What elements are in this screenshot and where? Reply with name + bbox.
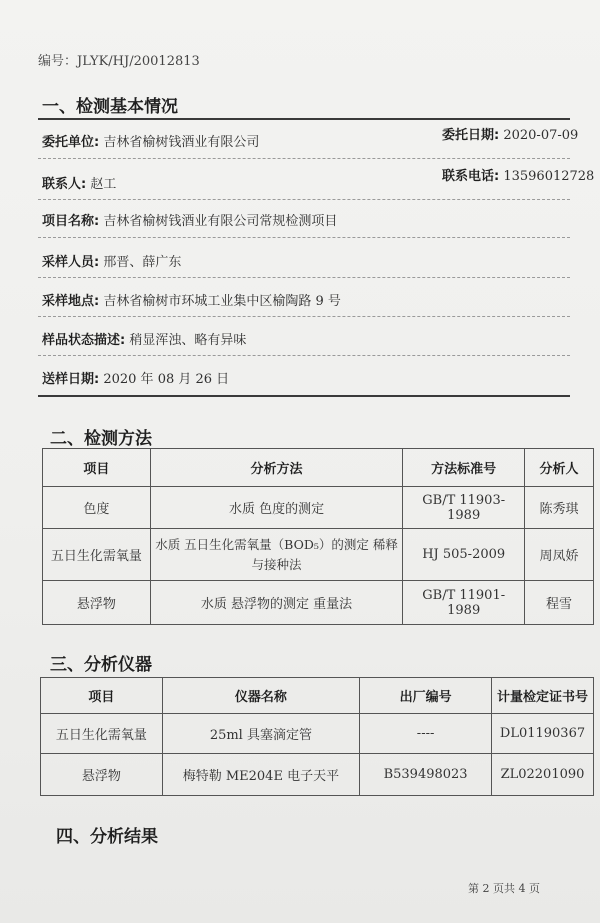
cell-item: 五日生化需氧量 [43,529,151,581]
table-row [43,529,594,581]
cell-certificate: DL01190367 [492,714,594,754]
client-label: 委托单位: [42,135,100,150]
cell-serial: B539498023 [360,754,492,796]
table-row [43,487,594,529]
row-divider [38,316,570,317]
phone-label: 联系电话: [442,169,500,184]
methods-table [42,448,594,625]
table-row [41,754,594,796]
cell-instrument: 梅特勒 ME204E 电子天平 [162,754,360,796]
client-value: 吉林省榆树钱酒业有限公司 [103,135,260,150]
commission-date-field [442,124,578,143]
section-results-title: 四、分析结果 [56,827,158,847]
contact-label: 联系人: [42,177,87,192]
delivery-date-value: 2020 年 08 月 26 日 [103,372,230,387]
row-divider [38,355,570,356]
col-header-item: 项目 [43,449,151,487]
section-basic-info-title: 一、检测基本情况 [42,97,178,117]
col-header-item: 项目 [41,678,163,714]
section-divider [38,118,570,120]
project-value: 吉林省榆树钱酒业有限公司常规检测项目 [103,214,338,229]
cell-instrument: 25ml 具塞滴定管 [162,714,360,754]
sample-state-label: 样品状态描述: [42,333,126,348]
project-label: 项目名称: [42,214,100,229]
sample-state-value: 稍显浑浊、略有异味 [129,333,247,348]
delivery-date-label: 送样日期: [42,372,100,387]
col-header-instrument: 仪器名称 [162,678,360,714]
table-row [43,581,594,625]
section-divider [38,395,570,397]
table-header-row [41,678,594,714]
phone-value: 13596012728 [503,169,595,184]
cell-analyst: 周凤娇 [525,529,594,581]
cell-analyst: 程雪 [525,581,594,625]
section-methods-title: 二、检测方法 [50,429,152,449]
cell-method: 水质 五日生化需氧量（BOD₅）的测定 稀释与接种法 [150,529,403,581]
cell-method: 水质 悬浮物的测定 重量法 [150,581,403,625]
sampler-label: 采样人员: [42,255,100,270]
delivery-date-field [42,368,229,387]
sample-state-field [42,329,246,348]
cell-serial: ---- [360,714,492,754]
commission-date-value: 2020-07-09 [503,128,579,143]
phone-field [442,165,594,184]
row-divider [38,199,570,200]
col-header-standard: 方法标准号 [403,449,525,487]
instruments-table [40,677,594,796]
section-instruments-title: 三、分析仪器 [50,655,152,675]
cell-item: 悬浮物 [41,754,163,796]
row-divider [38,237,570,238]
sampling-location-label: 采样地点: [42,294,100,309]
cell-standard: HJ 505-2009 [403,529,525,581]
project-field [42,210,337,229]
cell-item: 色度 [43,487,151,529]
table-row [41,714,594,754]
cell-standard: GB/T 11903-1989 [403,487,525,529]
page-number: 第 2 页共 4 页 [468,882,540,895]
row-divider [38,277,570,278]
cell-analyst: 陈秀琪 [525,487,594,529]
sampler-field [42,251,181,270]
sampling-location-field [42,290,341,309]
commission-date-label: 委托日期: [442,128,500,143]
col-header-certificate: 计量检定证书号 [492,678,594,714]
col-header-serial: 出厂编号 [360,678,492,714]
client-field [42,131,259,150]
sampler-value: 邢晋、薛广东 [103,255,182,270]
row-divider [38,158,570,159]
table-header-row [43,449,594,487]
cell-item: 悬浮物 [43,581,151,625]
contact-field [42,173,116,192]
document-number: 编号：JLYK/HJ/20012813 [38,54,200,69]
col-header-method: 分析方法 [150,449,403,487]
col-header-analyst: 分析人 [525,449,594,487]
cell-standard: GB/T 11901-1989 [403,581,525,625]
cell-method: 水质 色度的测定 [150,487,403,529]
cell-item: 五日生化需氧量 [41,714,163,754]
cell-certificate: ZL02201090 [492,754,594,796]
contact-value: 赵工 [90,177,117,192]
sampling-location-value: 吉林省榆树市环城工业集中区榆陶路 9 号 [103,294,341,309]
